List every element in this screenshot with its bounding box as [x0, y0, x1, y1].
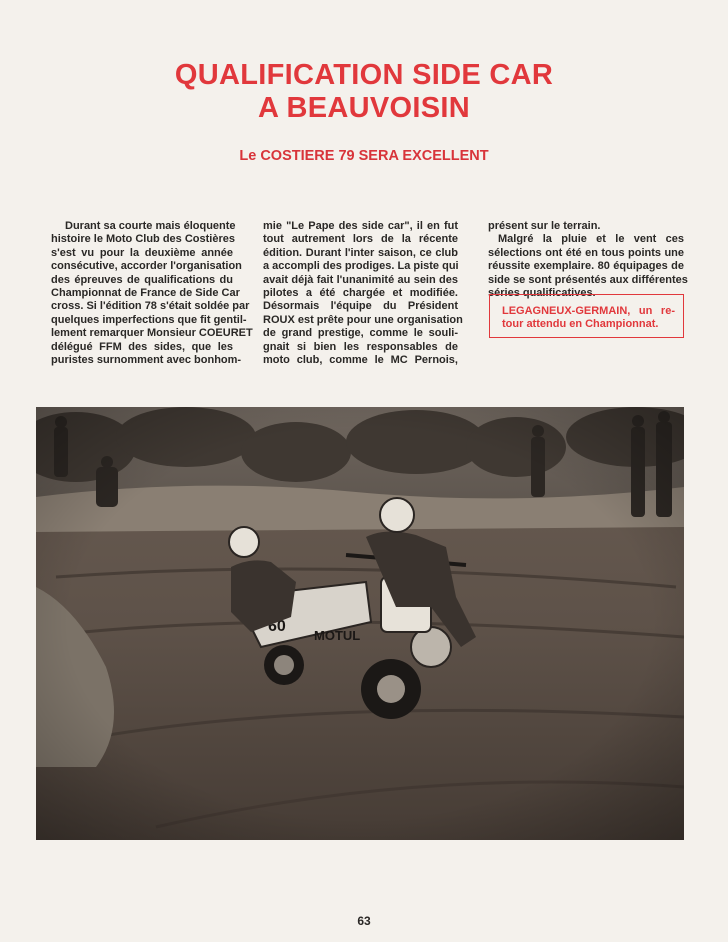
text-line: des épreuves de qualifications du — [51, 273, 233, 286]
article-column-3 — [488, 220, 688, 300]
photo-caption-line-2: tour attendu en Championnat. — [502, 318, 659, 330]
text-line: édition. Durant l'inter saison, ce club — [263, 246, 458, 259]
article-column-2 — [263, 220, 463, 367]
text-line: avait déjà fait l'unanimité au sein des — [263, 273, 458, 286]
article-title-line-1: QUALIFICATION SIDE CAR — [174, 59, 554, 91]
text-line: de grand prestige, comme le souli- — [263, 327, 458, 340]
photo-vignette — [36, 407, 684, 840]
article-subtitle: Le COSTIERE 79 SERA EXCELLENT — [239, 148, 489, 164]
text-line: cross. Si l'édition 78 s'était soldée par — [51, 300, 250, 313]
text-line: a accompli des prodiges. La piste qui — [263, 260, 459, 273]
text-line: Malgré la pluie et le vent ces — [498, 233, 684, 246]
text-line: Désormais l'équipe du Président — [263, 300, 458, 313]
text-line: réussite exemplaire. 80 équipages de — [488, 260, 684, 273]
text-line: moto club, comme le MC Pernois, — [263, 354, 458, 367]
text-line: Durant sa courte mais éloquente — [65, 220, 236, 232]
text-line: quelques imperfections que fit gentil- — [51, 313, 247, 326]
sidecar-race-photo — [36, 407, 684, 840]
article-column-1 — [51, 220, 253, 367]
text-line: séries qualificatives. — [488, 287, 596, 300]
text-line: ROUX est prête pour une organisation — [263, 313, 463, 326]
photo-caption-line-1: LEGAGNEUX-GERMAIN, un re- — [502, 305, 675, 317]
text-line: consécutive, accorder l'organisation — [51, 260, 242, 273]
text-line: pilotes a été chargée et modifiée. — [263, 287, 458, 300]
text-line: side se sont présentés aux différentes — [488, 273, 688, 286]
text-line: sélections ont été en tous points une — [488, 246, 684, 259]
text-line: puristes surnomment avec bonhom- — [51, 354, 242, 367]
text-line: s'est vu pour la deuxième année — [51, 246, 233, 259]
text-line: Championnat de France de Side Car — [51, 287, 240, 300]
photo-caption-box — [489, 294, 684, 338]
text-line: présent sur le terrain. — [488, 220, 601, 232]
text-line: délégué FFM des sides, que les — [51, 340, 233, 353]
text-line: gnait si bien les responsables de — [263, 340, 458, 353]
text-line: tout autrement lors de la récente — [263, 233, 458, 246]
text-line: mie "Le Pape des side car", il en fut — [263, 220, 458, 232]
page-number: 63 — [357, 914, 371, 928]
text-line: lement remarquer Monsieur COEURET — [51, 327, 253, 340]
article-title-line-2: A BEAUVOISIN — [258, 92, 470, 124]
text-line: histoire le Moto Club des Costières — [51, 233, 235, 246]
